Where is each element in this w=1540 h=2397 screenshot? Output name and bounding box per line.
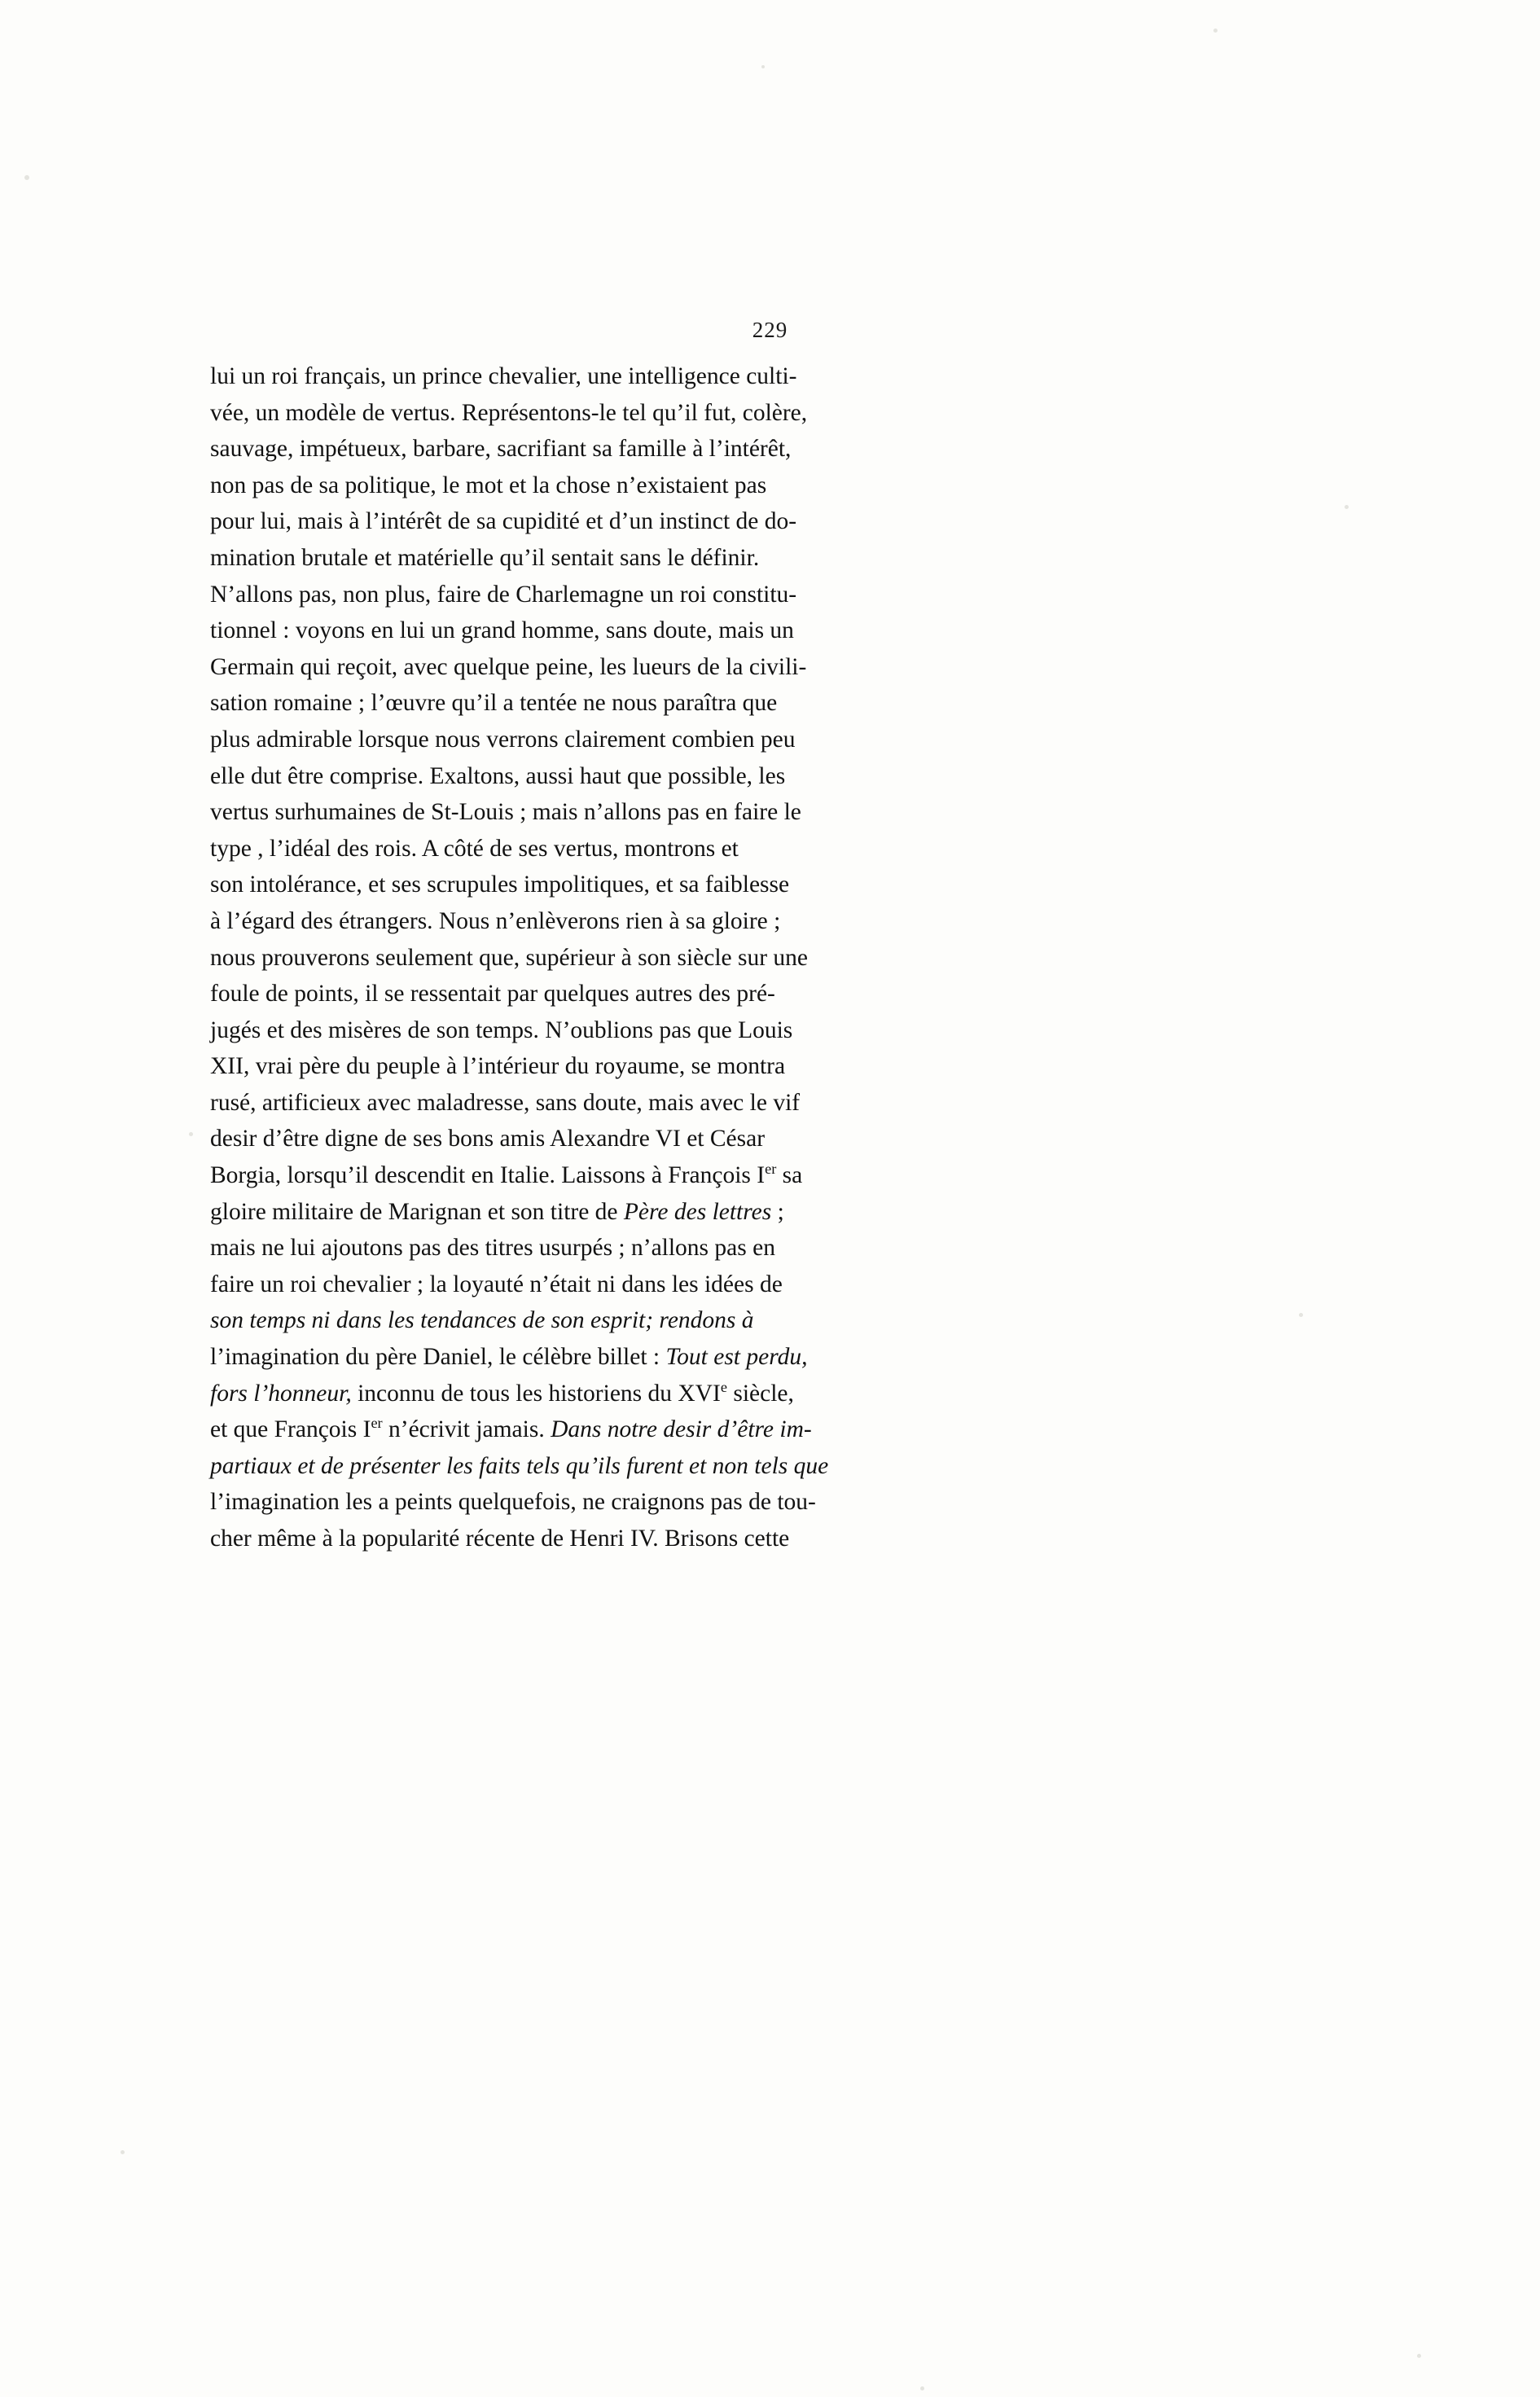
superscript-ordinal: er xyxy=(765,1161,777,1178)
text-line: faire un roi chevalier ; la loyauté n’était ni dans les idées de xyxy=(210,1271,783,1297)
text-line: mais ne lui ajoutons pas des titres usurpés ; n’allons pas en xyxy=(210,1235,775,1262)
line-part: et que François I xyxy=(210,1416,371,1443)
text-line: son intolérance, et ses scrupules impolitiques, et sa faiblesse xyxy=(210,871,790,898)
text-line: partiaux et de présenter les faits tels qu’ils furent et non tels que xyxy=(210,1452,829,1479)
text-line: jugés et des misères de son temps. N’oublions pas que Louis xyxy=(210,1016,793,1043)
text-line-billet xyxy=(210,1339,1121,1376)
text-line: non pas de sa politique, le mot et la chose n’existaient pas xyxy=(210,472,767,498)
paper-speck xyxy=(1345,505,1349,509)
page-number: 229 xyxy=(752,318,788,342)
text-line: type , l’idéal des rois. A côté de ses vertus, montrons et xyxy=(210,835,739,862)
text-line: N’allons pas, non plus, faire de Charlemagne un roi constitu- xyxy=(210,581,797,608)
paper-speck xyxy=(920,2386,924,2390)
italic-phrase: Père des lettres xyxy=(623,1198,772,1225)
text-line: pour lui, mais à l’intérêt de sa cupidité et d’un instinct de do- xyxy=(210,508,797,535)
line-part: l’imagination du père Daniel, le célèbre billet : xyxy=(210,1344,666,1371)
line-part: Borgia, lorsqu’il descendit en Italie. Laissons à François I xyxy=(210,1162,766,1189)
text-line: rusé, artificieux avec maladresse, sans doute, mais avec le vif xyxy=(210,1089,801,1116)
line-part: inconnu de tous les historiens du XVI xyxy=(351,1380,721,1407)
line-part: n’écrivit jamais. xyxy=(382,1416,551,1443)
text-line: l’imagination les a peints quelquefois, ne craignons pas de tou- xyxy=(210,1489,816,1516)
text-line: mination brutale et matérielle qu’il sentait sans le définir. xyxy=(210,544,760,571)
text-line: vertus surhumaines de St-Louis ; mais n’allons pas en faire le xyxy=(210,799,801,826)
paper-speck xyxy=(1213,29,1218,33)
text-line: elle dut être comprise. Exaltons, aussi haut que possible, les xyxy=(210,762,786,789)
paper-speck xyxy=(121,2150,125,2154)
text-line: à l’égard des étrangers. Nous n’enlèverons rien à sa gloire ; xyxy=(210,907,781,934)
paper-speck xyxy=(24,175,29,180)
text-line: XII, vrai père du peuple à l’intérieur du royaume, se montra xyxy=(210,1053,786,1080)
text-line: sation romaine ; l’œuvre qu’il a tentée ne nous paraîtra que xyxy=(210,690,778,717)
italic-phrase: fors l’honneur, xyxy=(210,1380,352,1407)
italic-phrase: ; rendons à xyxy=(645,1307,754,1334)
paper-speck xyxy=(189,1132,193,1136)
paper-speck xyxy=(1299,1313,1303,1317)
paper-speck xyxy=(761,65,765,68)
paper-speck xyxy=(1417,2354,1421,2358)
text-line-francois xyxy=(210,1157,1121,1194)
italic-phrase: Dans notre desir d’être im- xyxy=(551,1416,812,1443)
text-line: sauvage, impétueux, barbare, sacrifiant sa famille à l’intérêt, xyxy=(210,436,792,463)
line-part: siècle, xyxy=(726,1380,794,1407)
text-line: desir d’être digne de ses bons amis Alexandre VI et César xyxy=(210,1126,766,1152)
text-line-ecrivit xyxy=(210,1411,1121,1448)
line-part: ; xyxy=(771,1198,784,1225)
text-line: vée, un modèle de vertus. Représentons-le tel qu’il fut, colère, xyxy=(210,399,808,426)
text-line: nous prouverons seulement que, supérieur à son siècle sur une xyxy=(210,944,809,971)
text-line-marignan xyxy=(210,1194,1121,1231)
line-part: gloire militaire de Marignan et son titre de xyxy=(210,1198,624,1225)
superscript-ordinal: er xyxy=(371,1415,383,1432)
line-part: sa xyxy=(776,1162,803,1189)
text-line: cher même à la popularité récente de Henri IV. Brisons cette xyxy=(210,1526,790,1552)
text-line: lui un roi français, un prince chevalier, une intelligence culti- xyxy=(210,363,797,389)
text-line-temps xyxy=(210,1302,1121,1339)
italic-phrase: son temps ni dans les tendances de son esprit xyxy=(210,1307,646,1334)
body-text xyxy=(210,358,1121,1557)
italic-phrase: Tout est perdu, xyxy=(665,1344,808,1371)
text-line: tionnel : voyons en lui un grand homme, sans doute, mais un xyxy=(210,617,794,644)
text-line: foule de points, il se ressentait par quelques autres des pré- xyxy=(210,981,775,1008)
superscript-ordinal: e xyxy=(720,1378,727,1395)
text-line-fors xyxy=(210,1376,1121,1412)
text-line: Germain qui reçoit, avec quelque peine, les lueurs de la civili- xyxy=(210,653,807,680)
text-line: plus admirable lorsque nous verrons clairement combien peu xyxy=(210,726,796,753)
